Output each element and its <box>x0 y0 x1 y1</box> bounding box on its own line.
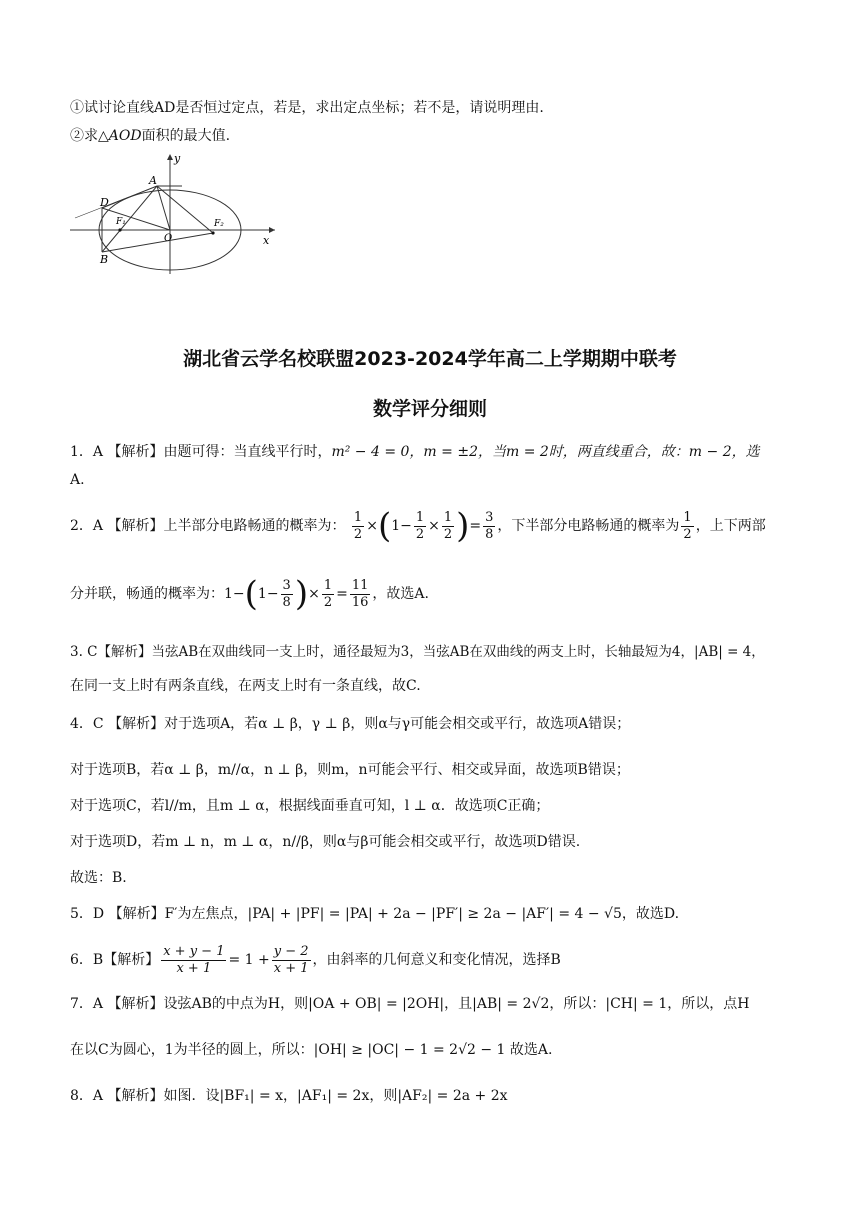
answer-3-line-1: 3. C【解析】当弦AB在双曲线同一支上时，通径最短为3，当弦AB在双曲线的两支上时，长轴最短为4，|AB| = 4， <box>70 644 765 660</box>
triangle-aod: △AOD <box>98 128 142 144</box>
label-y: y <box>174 152 181 165</box>
answer-8-line: 8．A 【解析】如图．设|BF₁| = x，|AF₁| = 2x，则|AF₂| = 2a + 2x <box>70 1088 508 1104</box>
segment-ab <box>102 186 157 252</box>
line-ad-extended <box>75 186 157 218</box>
point-f2 <box>211 231 214 234</box>
answer-2-line-1: 2．A 【解析】上半部分电路畅通的概率为： $\frac{1}{2}$ ×(1− $\frac{1}{2}$ × $\frac{1}{2}$ )= $\frac{3}{8}$ ，下半部分电路畅通的概率为 $\frac{1}{2}$ ，上下两部 <box>70 506 766 546</box>
answer-3-line-2: 在同一支上时有两条直线，在两支上时有一条直线，故C. <box>70 678 421 694</box>
segment-bf2 <box>102 233 213 252</box>
fraction: $\frac{1}{2}$ <box>415 509 425 542</box>
fraction: $\frac{3}{8}$ <box>282 577 291 610</box>
point-f1 <box>118 228 121 231</box>
label-o: O <box>164 233 173 244</box>
fraction: $\frac{3}{8}$ <box>485 509 494 542</box>
answer-1-text: 1．A 【解析】由题可得：当直线平行时， <box>70 444 332 460</box>
fraction: $\frac{x + y - 1}{x + 1}$ <box>163 943 225 976</box>
label-a: A <box>149 174 157 187</box>
label-b: B <box>100 253 109 266</box>
answer-6-text: 6．B【解析】 <box>70 952 160 968</box>
answer-7-line-2: 在以C为圆心，1为半径的圆上，所以：|OH| ≥ |OC| − 1 = 2√2 − 1 故选A. <box>70 1042 553 1058</box>
question-part-2-prefix: ②求 <box>70 128 98 144</box>
label-d: D <box>100 196 109 209</box>
y-axis-arrow-icon <box>167 154 173 160</box>
label-f1: F₁ <box>116 217 126 227</box>
answer-4-line-5: 故选：B. <box>70 870 127 886</box>
segment-af2 <box>157 186 213 233</box>
page-title: 湖北省云学名校联盟2023-2024学年高二上学期期中联考 <box>183 348 677 370</box>
answer-4-line-3: 对于选项C，若l//m，且m ⊥ α，根据线面垂直可知，l ⊥ α．故选项C正确； <box>70 798 550 814</box>
answer-4-line-1: 4．C 【解析】对于选项A，若α ⊥ β，γ ⊥ β，则α与γ可能会相交或平行，故选项A错误； <box>70 716 631 732</box>
question-part-2 <box>70 126 230 146</box>
segment-ao <box>157 186 170 230</box>
answer-2-text: 2．A 【解析】上半部分电路畅通的概率为： <box>70 518 346 534</box>
answer-6-conclusion: ，由斜率的几何意义和变化情况，选择B <box>312 952 561 968</box>
answer-2-conclusion: ，故选A. <box>372 586 429 602</box>
answer-5-line: 5．D 【解析】F′为左焦点，|PA| + |PF| = |PA| + 2a − |PF′| ≥ 2a − |AF′| = 4 − √5，故选D. <box>70 906 680 922</box>
answer-1-math: m² − 4 = 0，m = ±2，当m = 2时，两直线重合，故：m − 2，选 <box>331 444 760 460</box>
answer-7-line-1: 7．A 【解析】设弦AB的中点为H，则|OA + OB| = |2OH|，且|AB| = 2√2，所以：|CH| = 1，所以，点H <box>70 996 750 1012</box>
answer-2-line-2: 分并联，畅通的概率为：1−(1− $\frac{3}{8}$ )× $\frac{1}{2}$ = $\frac{11}{16}$ ，故选A. <box>70 574 429 614</box>
answer-6-line: 6．B【解析】 $\frac{x + y - 1}{x + 1}$ = 1 + $\frac{y - 2}{x + 1}$ ，由斜率的几何意义和变化情况，选择B <box>70 943 561 976</box>
question-part-2-suffix: 面积的最大值. <box>141 128 231 144</box>
ellipse-figure <box>70 150 280 275</box>
label-f2: F₂ <box>214 219 224 229</box>
page-subtitle: 数学评分细则 <box>372 398 487 420</box>
fraction: $\frac{1}{2}$ <box>443 509 453 542</box>
answer-2-post: ，上下两部 <box>695 518 766 534</box>
fraction: $\frac{11}{16}$ <box>351 577 369 610</box>
answer-4-line-2: 对于选项B，若α ⊥ β，m//α，n ⊥ β，则m，n可能会平行、相交或异面，故选项B错误； <box>70 762 630 778</box>
answer-1-line-1 <box>70 442 760 462</box>
x-axis-arrow-icon <box>269 227 275 233</box>
answer-2-line-2-text: 分并联，畅通的概率为： <box>70 586 224 602</box>
answer-4-line-4: 对于选项D，若m ⊥ n，m ⊥ α，n//β，则α与β可能会相交或平行，故选项D错误. <box>70 834 581 850</box>
fraction: $\frac{1}{2}$ <box>683 509 692 542</box>
label-x: x <box>263 234 270 247</box>
answer-1-line-2: A. <box>70 472 85 488</box>
question-part-1: ①试讨论直线AD是否恒过定点，若是，求出定点坐标；若不是，请说明理由. <box>70 100 544 116</box>
answer-2-mid: ，下半部分电路畅通的概率为 <box>497 518 680 534</box>
fraction: $\frac{1}{2}$ <box>353 509 363 542</box>
fraction: $\frac{y - 2}{x + 1}$ <box>273 943 309 976</box>
fraction: $\frac{1}{2}$ <box>323 577 333 610</box>
